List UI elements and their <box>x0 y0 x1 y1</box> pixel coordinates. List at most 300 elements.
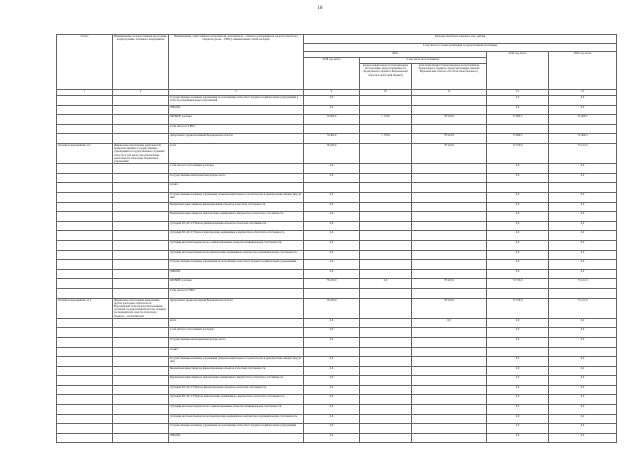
row-federal-2018 <box>360 183 412 193</box>
row-program <box>113 357 169 367</box>
row-name: ОФОМС <box>169 433 304 443</box>
table-row <box>57 164 617 174</box>
row-program <box>113 414 169 424</box>
row-total-2019: 0,0 <box>487 366 549 376</box>
table-row <box>57 424 617 434</box>
column-number: 9 <box>304 90 360 96</box>
column-number: 3 <box>169 90 304 96</box>
row-total-2020: 73 121,0 <box>549 143 617 163</box>
row-total-2019 <box>487 288 549 298</box>
row-total-2018: 0,0 <box>304 414 360 424</box>
header-including: в том числе по источникам: <box>360 58 487 64</box>
table-row <box>57 231 617 241</box>
row-regional-2018: 78 223,0 <box>412 279 487 289</box>
row-total-2018: 79 902,6 <box>304 115 360 125</box>
row-total-2018: 0,0 <box>304 395 360 405</box>
row-program <box>113 115 169 125</box>
row-status <box>57 173 113 183</box>
row-name: Государственные внебюджетные фонды, всего <box>169 173 304 183</box>
row-name: из них: <box>169 183 304 193</box>
row-federal-2018 <box>360 143 412 163</box>
header-total-2020: 2020 год, всего <box>549 52 617 90</box>
row-regional-2018: 0,0 <box>412 318 487 328</box>
row-federal-2018 <box>360 96 412 106</box>
row-regional-2018 <box>412 357 487 367</box>
row-regional-2018: 78 223,0 <box>412 143 487 163</box>
row-program <box>113 279 169 289</box>
row-name: из них: <box>169 347 304 357</box>
row-name: в том числе по ГРБС: <box>169 288 304 298</box>
row-regional-2018: 78 223,0 <box>412 134 487 144</box>
row-total-2019: 0,0 <box>487 173 549 183</box>
row-total-2018: 79 402,6 <box>304 134 360 144</box>
row-federal-2018 <box>360 164 412 174</box>
row-name: субсидии местным бюджетам на софинансирование объектов муниципальной собственности <box>169 405 304 415</box>
row-federal-2018 <box>360 376 412 386</box>
row-total-2020: 0,0 <box>549 173 617 183</box>
row-federal-2018 <box>360 288 412 298</box>
row-total-2018: 78 223,0 <box>304 298 360 318</box>
row-name: в том числе по ГРБС: <box>169 124 304 134</box>
row-program <box>113 288 169 298</box>
row-federal-2018 <box>360 298 412 318</box>
row-federal-2018 <box>360 269 412 279</box>
row-status <box>57 134 113 144</box>
row-total-2019: 0,0 <box>487 433 549 443</box>
row-regional-2018 <box>412 366 487 376</box>
row-regional-2018 <box>412 269 487 279</box>
row-federal-2018 <box>360 337 412 347</box>
row-federal-2018 <box>360 231 412 241</box>
row-total-2018: 78 223,0 <box>304 279 360 289</box>
row-name: ОФОМС <box>169 269 304 279</box>
header-regional: областной бюджет (безвозмездные поступления из федерального бюджета, предусмотренные законом Воронежской области «Об областном бюджете») <box>412 64 487 90</box>
row-status <box>57 433 113 443</box>
row-total-2018: 0,0 <box>304 164 360 174</box>
row-name: Государственные внебюджетные фонды, всего <box>169 337 304 347</box>
row-total-2020: 73 121,0 <box>549 298 617 318</box>
row-total-2019: 0,0 <box>487 250 549 260</box>
row-regional-2018: 78 223,0 <box>412 115 487 125</box>
table-row <box>57 298 617 318</box>
header-total-2019: 2019 год, всего <box>487 52 549 90</box>
row-total-2020 <box>549 124 617 134</box>
row-total-2019: 0,0 <box>487 231 549 241</box>
row-total-2019: 73 096,5 <box>487 115 549 125</box>
row-regional-2018 <box>412 288 487 298</box>
row-total-2018: 0,0 <box>304 328 360 338</box>
column-number: 1 <box>57 90 113 96</box>
row-federal-2018 <box>360 124 412 134</box>
row-status <box>57 164 113 174</box>
row-total-2018: 0,0 <box>304 192 360 202</box>
column-number: 11 <box>412 90 487 96</box>
table-row <box>57 143 617 163</box>
row-total-2019: 0,0 <box>487 164 549 174</box>
row-regional-2018 <box>412 347 487 357</box>
row-name: ПРОЧИЕ расходы <box>169 279 304 289</box>
row-regional-2018 <box>412 212 487 222</box>
table-row <box>57 183 617 193</box>
row-name: Бюджетные инвестиции на финансирование объектов областной собственности <box>169 366 304 376</box>
table-row <box>57 318 617 328</box>
row-total-2018: 0,0 <box>304 250 360 260</box>
row-total-2020: 0,0 <box>549 240 617 250</box>
row-total-2019: 0,0 <box>487 269 549 279</box>
row-total-2019: 0,0 <box>487 376 549 386</box>
table-row <box>57 337 617 347</box>
row-federal-2018 <box>360 414 412 424</box>
row-name: субсидии БУ, АУ, ГУПам на финансирование объектов областной собственности <box>169 221 304 231</box>
row-total-2018: 0,0 <box>304 260 360 270</box>
row-regional-2018 <box>412 221 487 231</box>
row-name: субсидии местным бюджетам на приобретение недвижимого имущества в муниципальную собственность <box>169 414 304 424</box>
row-total-2020: 0,0 <box>549 250 617 260</box>
row-program <box>113 376 169 386</box>
row-total-2020: 0,0 <box>549 414 617 424</box>
budget-table <box>56 34 617 443</box>
row-name: в том числе по источникам расходов: <box>169 328 304 338</box>
row-name: Государственные казенные учреждения по исполнению областного бюджета и финансовым учреждениям <box>169 424 304 434</box>
row-regional-2018 <box>412 183 487 193</box>
row-total-2020: 0,0 <box>549 105 617 115</box>
row-regional-2018 <box>412 124 487 134</box>
row-federal-2018 <box>360 433 412 443</box>
row-total-2020: 0,0 <box>549 202 617 212</box>
table-row <box>57 366 617 376</box>
table-row <box>57 395 617 405</box>
row-status <box>57 328 113 338</box>
row-regional-2018 <box>412 376 487 386</box>
row-total-2019: 0,0 <box>487 192 549 202</box>
row-name: субсидии БУ, АУ, ГУПам на приобретение недвижимого имущества в областную собственность <box>169 395 304 405</box>
row-status <box>57 260 113 270</box>
header-status: Статус <box>57 35 113 90</box>
row-program <box>113 240 169 250</box>
row-regional-2018 <box>412 414 487 424</box>
row-regional-2018 <box>412 192 487 202</box>
row-status <box>57 124 113 134</box>
row-federal-2018 <box>360 357 412 367</box>
row-status: Основное мероприятие 11.2 <box>57 298 113 318</box>
row-program <box>113 212 169 222</box>
header-years: в том числе по годам реализации государственной программы <box>304 44 617 52</box>
table-row <box>57 212 617 222</box>
row-program <box>113 192 169 202</box>
header-total-2018: 2018 год, всего <box>304 58 360 90</box>
row-total-2019: 72 579,0 <box>487 143 549 163</box>
header-year-2018: 2018 <box>304 52 487 58</box>
row-total-2020: 0,0 <box>549 405 617 415</box>
row-total-2020: 74 406,5 <box>549 115 617 125</box>
row-regional-2018 <box>412 424 487 434</box>
row-total-2018 <box>304 288 360 298</box>
row-program <box>113 250 169 260</box>
row-status <box>57 337 113 347</box>
table-row <box>57 269 617 279</box>
row-program <box>113 366 169 376</box>
row-total-2019: 0,0 <box>487 105 549 115</box>
row-federal-2018 <box>360 173 412 183</box>
row-total-2018: 0,0 <box>304 337 360 347</box>
row-name: субсидии БУ, АУ, ГУПам на финансирование объектов областной собственности <box>169 385 304 395</box>
row-status <box>57 115 113 125</box>
row-total-2018: 0,0 <box>304 231 360 241</box>
row-status <box>57 202 113 212</box>
table-row <box>57 221 617 231</box>
row-total-2020: 74 406,5 <box>549 134 617 144</box>
row-program <box>113 337 169 347</box>
row-total-2019: 0,0 <box>487 385 549 395</box>
row-regional-2018 <box>412 240 487 250</box>
table-row <box>57 288 617 298</box>
row-federal-2018: 1 179,6 <box>360 115 412 125</box>
row-name: Государственные казенные учреждения (объекты капитального строительства и приобретение имущества), из них: <box>169 192 304 202</box>
row-status <box>57 366 113 376</box>
row-regional-2018 <box>412 173 487 183</box>
row-federal-2018: 0,0 <box>360 279 412 289</box>
row-name: субсидии местным бюджетам на софинансирование объектов муниципальной собственности <box>169 240 304 250</box>
page-number: 18 <box>317 6 323 11</box>
table-row <box>57 328 617 338</box>
row-regional-2018 <box>412 202 487 212</box>
row-total-2020: 0,0 <box>549 221 617 231</box>
row-status <box>57 385 113 395</box>
row-total-2020 <box>549 288 617 298</box>
row-name: всего <box>169 318 304 328</box>
row-program <box>113 385 169 395</box>
table-row <box>57 376 617 386</box>
row-total-2020: 0,0 <box>549 433 617 443</box>
row-program <box>113 124 169 134</box>
row-program <box>113 318 169 328</box>
row-total-2019: 0,0 <box>487 202 549 212</box>
row-federal-2018 <box>360 221 412 231</box>
row-federal-2018 <box>360 105 412 115</box>
row-program <box>113 433 169 443</box>
row-federal-2018 <box>360 405 412 415</box>
row-total-2020: 0,0 <box>549 376 617 386</box>
row-total-2020: 73 121,0 <box>549 279 617 289</box>
table-row <box>57 405 617 415</box>
row-total-2018: 0,0 <box>304 357 360 367</box>
row-program <box>113 105 169 115</box>
row-status <box>57 414 113 424</box>
row-total-2020: 0,0 <box>549 231 617 241</box>
table-row <box>57 96 617 106</box>
row-program <box>113 260 169 270</box>
row-total-2020: 0,0 <box>549 395 617 405</box>
table-row <box>57 250 617 260</box>
row-name: всего <box>169 143 304 163</box>
row-status <box>57 250 113 260</box>
row-name: Государственные казенные учреждения (объекты капитального строительства и приобретение имущества), из них: <box>169 357 304 367</box>
row-regional-2018 <box>412 433 487 443</box>
row-federal-2018 <box>360 240 412 250</box>
row-program <box>113 395 169 405</box>
row-total-2018: 0,0 <box>304 221 360 231</box>
row-federal-2018 <box>360 424 412 434</box>
row-program <box>113 347 169 357</box>
row-name: ПРОЧИЕ расходы <box>169 115 304 125</box>
row-total-2018 <box>304 183 360 193</box>
row-total-2019 <box>487 183 549 193</box>
row-total-2018 <box>304 124 360 134</box>
row-name: в том числе по источникам расходов: <box>169 164 304 174</box>
row-total-2020: 0,0 <box>549 212 617 222</box>
table-row <box>57 240 617 250</box>
row-total-2019: 72 579,0 <box>487 298 549 318</box>
row-regional-2018 <box>412 260 487 270</box>
row-total-2018: 0,0 <box>304 240 360 250</box>
row-total-2020: 0,0 <box>549 328 617 338</box>
row-status <box>57 231 113 241</box>
row-status <box>57 212 113 222</box>
row-total-2019: 0,0 <box>487 318 549 328</box>
row-total-2018: 0,0 <box>304 433 360 443</box>
row-total-2018: 0,0 <box>304 105 360 115</box>
header-federal: федеральный бюджет (безвозмездные поступления, предоставляемые из федерального бюджета Воронежской области в областной бюджет) <box>360 64 412 90</box>
row-regional-2018 <box>412 337 487 347</box>
row-regional-2018: 78 223,0 <box>412 298 487 318</box>
row-program: Финансовое обеспечение деятельности подведомственных государственных учреждений и государственных служащих области, в том числе для обеспечения деятельности областных бюджетных учреждений <box>113 143 169 163</box>
header-program-name: Наименование государственной программы, подпрограммы, основного мероприятия <box>113 35 169 90</box>
row-total-2018: 0,0 <box>304 212 360 222</box>
table-row <box>57 357 617 367</box>
row-federal-2018 <box>360 212 412 222</box>
row-total-2019 <box>487 347 549 357</box>
row-program <box>113 221 169 231</box>
row-status <box>57 318 113 328</box>
row-total-2020: 0,0 <box>549 357 617 367</box>
table-row <box>57 105 617 115</box>
row-regional-2018 <box>412 250 487 260</box>
row-regional-2018 <box>412 105 487 115</box>
row-total-2019: 0,0 <box>487 260 549 270</box>
table-row <box>57 260 617 270</box>
row-status <box>57 395 113 405</box>
row-federal-2018 <box>360 366 412 376</box>
row-status <box>57 347 113 357</box>
table-row <box>57 192 617 202</box>
row-program <box>113 405 169 415</box>
row-name: Бюджетные инвестиции на приобретение недвижимого имущества в областную собственность <box>169 212 304 222</box>
row-total-2020: 0,0 <box>549 96 617 106</box>
row-regional-2018 <box>412 395 487 405</box>
row-total-2019: 0,0 <box>487 240 549 250</box>
row-regional-2018 <box>412 385 487 395</box>
row-total-2018: 0,0 <box>304 202 360 212</box>
table-row <box>57 347 617 357</box>
row-total-2018: 78 223,0 <box>304 143 360 163</box>
row-status <box>57 240 113 250</box>
row-regional-2018 <box>412 164 487 174</box>
row-total-2019 <box>487 124 549 134</box>
row-regional-2018 <box>412 328 487 338</box>
row-program <box>113 269 169 279</box>
row-status <box>57 105 113 115</box>
row-status <box>57 376 113 386</box>
table-row <box>57 124 617 134</box>
row-program <box>113 183 169 193</box>
row-federal-2018 <box>360 260 412 270</box>
row-total-2020: 0,0 <box>549 269 617 279</box>
row-status: Основное мероприятие 11.1 <box>57 143 113 163</box>
row-total-2020: 0,0 <box>549 260 617 270</box>
row-name: Бюджетные инвестиции на приобретение недвижимого имущества в областную собственность <box>169 376 304 386</box>
row-total-2020 <box>549 183 617 193</box>
row-total-2019: 0,0 <box>487 221 549 231</box>
row-status <box>57 269 113 279</box>
row-total-2019: 73 096,5 <box>487 134 549 144</box>
row-total-2019: 0,0 <box>487 424 549 434</box>
row-status <box>57 221 113 231</box>
row-total-2020 <box>549 347 617 357</box>
row-total-2018: 0,0 <box>304 173 360 183</box>
row-name: субсидии местным бюджетам на приобретение недвижимого имущества в муниципальную собственность <box>169 250 304 260</box>
table-row <box>57 385 617 395</box>
row-total-2019: 0,0 <box>487 414 549 424</box>
row-federal-2018 <box>360 202 412 212</box>
row-total-2020: 0,0 <box>549 424 617 434</box>
table-row <box>57 433 617 443</box>
row-total-2020: 0,0 <box>549 366 617 376</box>
column-number: 2 <box>113 90 169 96</box>
row-status <box>57 288 113 298</box>
row-total-2020: 0,0 <box>549 164 617 174</box>
row-status <box>57 96 113 106</box>
row-name: ОФОМС <box>169 105 304 115</box>
row-name: департамент здравоохранения Воронежской области <box>169 134 304 144</box>
row-federal-2018 <box>360 385 412 395</box>
row-status <box>57 424 113 434</box>
table-row <box>57 173 617 183</box>
row-total-2020: 0,0 <box>549 318 617 328</box>
row-name: Государственные казенные учреждения по исполнению областного бюджета и финансовым учреждениям в области и муниципальных образований <box>169 96 304 106</box>
row-federal-2018 <box>360 328 412 338</box>
row-total-2018: 0,0 <box>304 424 360 434</box>
column-number: 12 <box>487 90 549 96</box>
column-number: 10 <box>360 90 412 96</box>
row-total-2020: 0,0 <box>549 192 617 202</box>
row-regional-2018 <box>412 405 487 415</box>
column-number: 13 <box>549 90 617 96</box>
row-total-2018: 0,0 <box>304 376 360 386</box>
row-total-2018: 0,0 <box>304 385 360 395</box>
row-total-2019: 0,0 <box>487 405 549 415</box>
row-federal-2018 <box>360 318 412 328</box>
row-program <box>113 202 169 212</box>
row-total-2018: 0,0 <box>304 405 360 415</box>
row-total-2018 <box>304 347 360 357</box>
row-total-2018: 0,0 <box>304 269 360 279</box>
row-status <box>57 192 113 202</box>
row-federal-2018 <box>360 347 412 357</box>
row-total-2020: 0,0 <box>549 385 617 395</box>
row-name: Государственные казенные учреждения по исполнению областного бюджета и финансовым учреждениям <box>169 260 304 270</box>
row-status <box>57 183 113 193</box>
row-total-2019: 0,0 <box>487 212 549 222</box>
row-name: субсидии БУ, АУ, ГУПам на приобретение недвижимого имущества в областную собственность <box>169 231 304 241</box>
row-total-2019: 0,0 <box>487 395 549 405</box>
row-total-2019: 0,0 <box>487 337 549 347</box>
header-source-name: Наименование ответственного исполнителя, исполнителя – главного распорядителя средств областного бюджета (далее – ГРБС), наименование статей расходов <box>169 35 304 90</box>
row-program <box>113 164 169 174</box>
row-status <box>57 357 113 367</box>
row-total-2019: 0,0 <box>487 357 549 367</box>
table-row <box>57 414 617 424</box>
row-program <box>113 424 169 434</box>
